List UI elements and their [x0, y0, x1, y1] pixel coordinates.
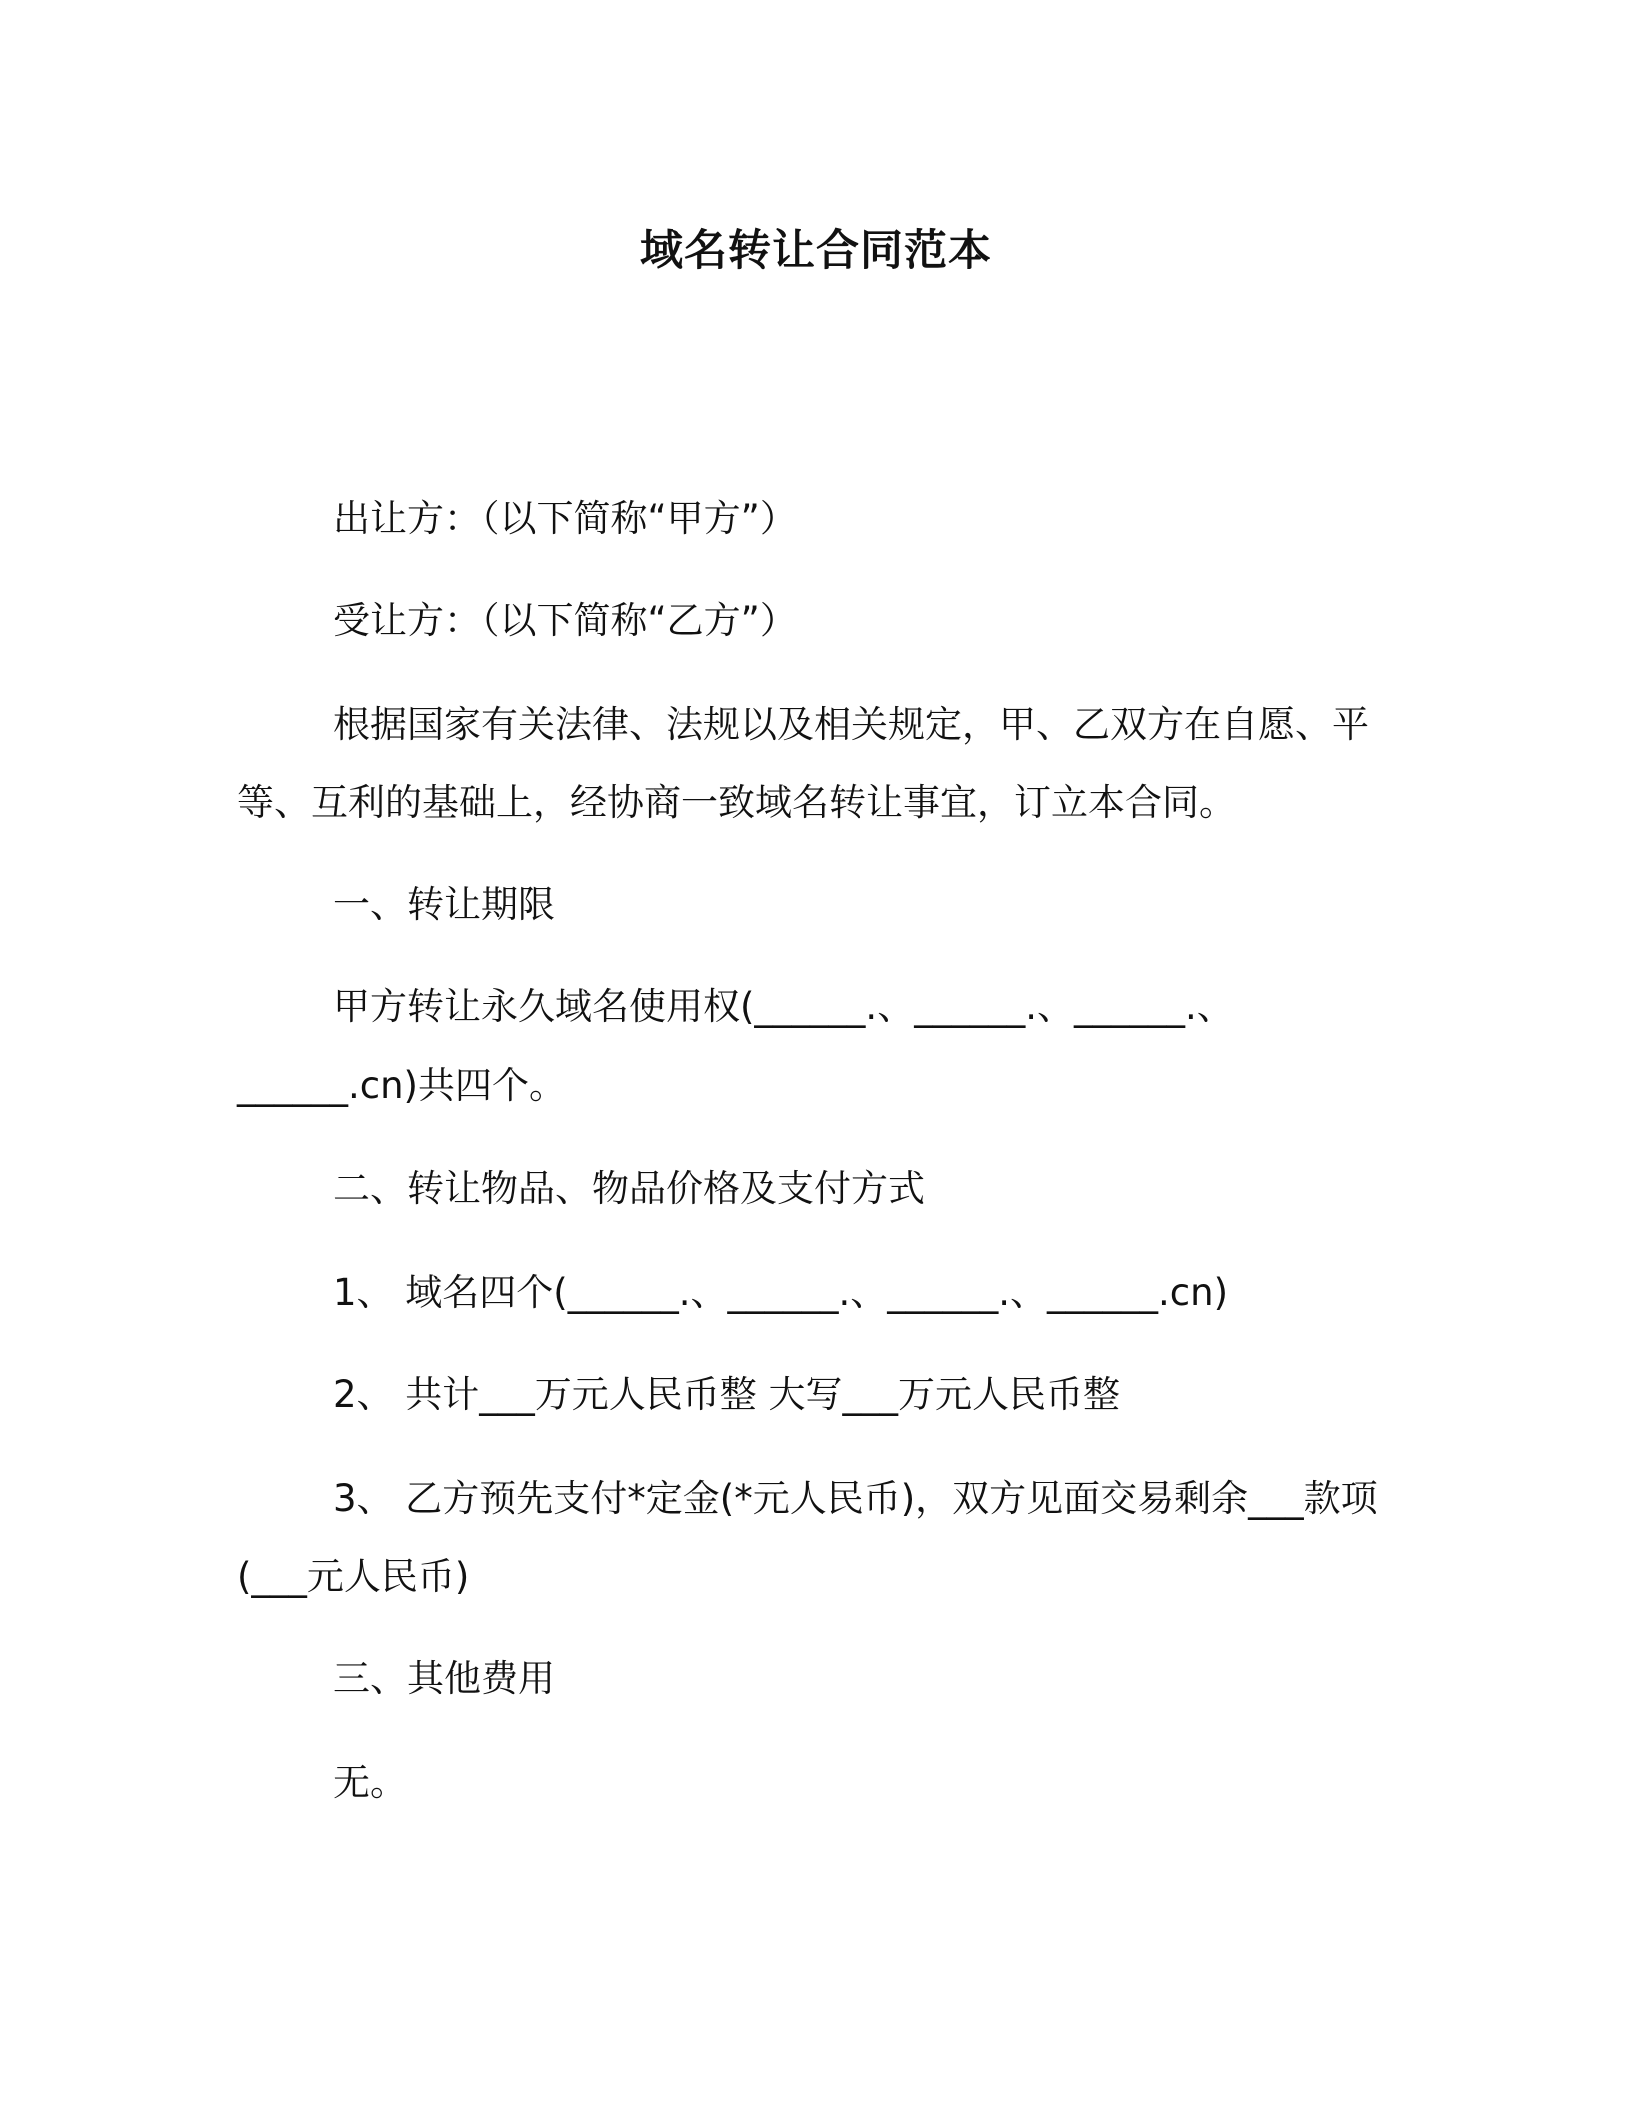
section-2-item-3-line-2: (___元人民币): [237, 1555, 470, 1598]
section-2-item-3-line-1: 3、 乙方预先支付*定金(*元人民币)，双方见面交易剩余___款项: [333, 1477, 1378, 1520]
section-3-body: 无。: [333, 1761, 407, 1804]
preamble-line-1: 根据国家有关法律、法规以及相关规定，甲、乙双方在自愿、平: [333, 703, 1369, 746]
section-2-item-1: 1、 域名四个(______.、______.、______.、______.cn): [333, 1271, 1229, 1314]
section-3-heading: 三、其他费用: [333, 1657, 555, 1700]
preamble-line-2: 等、互利的基础上，经协商一致域名转让事宜，订立本合同。: [237, 781, 1236, 824]
party-b-line: 受让方：（以下简称“乙方”）: [333, 599, 797, 642]
section-1-line-1: 甲方转让永久域名使用权(______.、______.、______.、: [333, 985, 1234, 1028]
section-1-line-2: ______.cn)共四个。: [237, 1064, 566, 1107]
section-1-heading: 一、转让期限: [333, 883, 555, 926]
section-2-item-2: 2、 共计___万元人民币整 大写___万元人民币整: [333, 1373, 1121, 1416]
section-2-heading: 二、转让物品、物品价格及支付方式: [333, 1167, 925, 1210]
party-a-line: 出让方：（以下简称“甲方”）: [333, 497, 797, 540]
document-title: 域名转让合同范本: [640, 226, 992, 276]
